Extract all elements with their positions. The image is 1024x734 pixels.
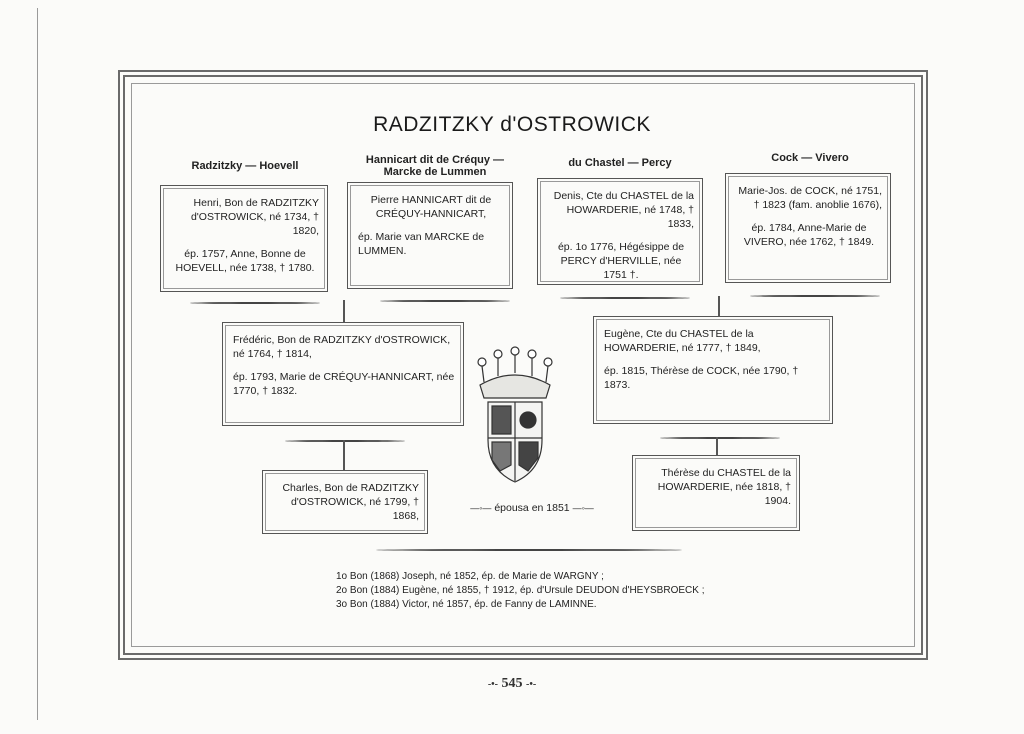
- box-chastel-percy: [537, 178, 703, 285]
- column-heading-radzitzky-hoevell: Radzitzky — Hoevell: [191, 160, 299, 172]
- box-therese: [632, 455, 800, 531]
- marriage-note-text: épousa en 1851: [494, 502, 570, 514]
- page-title: RADZITZKY d'OSTROWICK: [373, 113, 651, 136]
- brace-final-couple: [376, 549, 682, 551]
- connector-frederic: [343, 300, 345, 322]
- children-list: [336, 570, 796, 612]
- brace-chastel-couple: [560, 297, 690, 299]
- box-cock-vivero-line1: Marie-Jos. de COCK, né 1751, † 1823 (fam. anoblie 1676),: [738, 185, 882, 211]
- child-item-3: 3o Bon (1884) Victor, né 1857, ép. de Fanny de LAMINNE.: [336, 599, 597, 610]
- brace-center-couple: [380, 300, 510, 302]
- brace-cock-couple: [750, 295, 880, 297]
- box-eugene-line2: ép. 1815, Thérèse de COCK, née 1790, † 1873.: [604, 365, 799, 391]
- box-charles: [262, 470, 428, 534]
- page-number-deco-right: -•-: [526, 679, 537, 690]
- marriage-note: —◦— épousa en 1851 —◦—: [470, 502, 594, 514]
- box-radzitzky-hoevell-line2: ép. 1757, Anne, Bonne de HOEVELL, née 1738, † 1780.: [175, 248, 315, 274]
- child-item-1: 1o Bon (1868) Joseph, né 1852, ép. de Marie de WARGNY ;: [336, 571, 604, 582]
- box-radzitzky-hoevell: [160, 185, 328, 292]
- page-number: [0, 676, 1024, 692]
- brace-eugene-couple: [660, 437, 780, 439]
- box-radzitzky-hoevell-line1: Henri, Bon de RADZITZKY d'OSTROWICK, né 1734, † 1820,: [190, 197, 319, 237]
- box-frederic-line1: Frédéric, Bon de RADZITZKY d'OSTROWICK, né 1764, † 1814,: [233, 334, 451, 360]
- box-hannicart-marcke-line1: Pierre HANNICART dit de CRÉQUY-HANNICART,: [370, 194, 492, 220]
- box-eugene: [593, 316, 833, 424]
- page-number-deco-left: -•-: [487, 679, 498, 690]
- box-frederic-line2: ép. 1793, Marie de CRÉQUY-HANNICART, née 1770, † 1832.: [233, 371, 455, 397]
- box-chastel-percy-line2: ép. 1o 1776, Hégésippe de PERCY d'HERVILLE, née 1751 †.: [557, 241, 685, 281]
- connector-charles: [343, 440, 345, 470]
- page-number-value: 545: [501, 676, 523, 691]
- box-chastel-percy-line1: Denis, Cte du CHASTEL de la HOWARDERIE, né 1748, † 1833,: [553, 190, 694, 230]
- box-cock-vivero: [725, 173, 891, 283]
- column-heading-chastel-percy: du Chastel — Percy: [568, 157, 672, 169]
- box-therese-line1: Thérèse du CHASTEL de la HOWARDERIE, née 1818, † 1904.: [657, 467, 791, 507]
- column-heading-hannicart-marcke: Hannicart dit de Créquy — Marcke de Lummen: [365, 154, 505, 178]
- box-charles-line1: Charles, Bon de RADZITZKY d'OSTROWICK, né 1799, † 1868,: [282, 482, 419, 522]
- brace-left-couple: [190, 302, 320, 304]
- child-item-2: 2o Bon (1884) Eugène, né 1855, † 1912, ép. d'Ursule DEUDON d'HEYSBROECK ;: [336, 585, 705, 596]
- box-cock-vivero-line2: ép. 1784, Anne-Marie de VIVERO, née 1762, † 1849.: [743, 222, 875, 248]
- connector-therese: [716, 437, 718, 455]
- box-frederic: [222, 322, 464, 426]
- coat-of-arms-crest: [470, 340, 560, 490]
- box-hannicart-marcke: [347, 182, 513, 289]
- connector-eugene: [718, 296, 720, 316]
- brace-frederic-couple: [285, 440, 405, 442]
- box-eugene-line1: Eugène, Cte du CHASTEL de la HOWARDERIE, né 1777, † 1849,: [604, 328, 761, 354]
- box-hannicart-marcke-line2: ép. Marie van MARCKE de LUMMEN.: [358, 231, 485, 257]
- column-heading-cock-vivero: Cock — Vivero: [771, 152, 849, 164]
